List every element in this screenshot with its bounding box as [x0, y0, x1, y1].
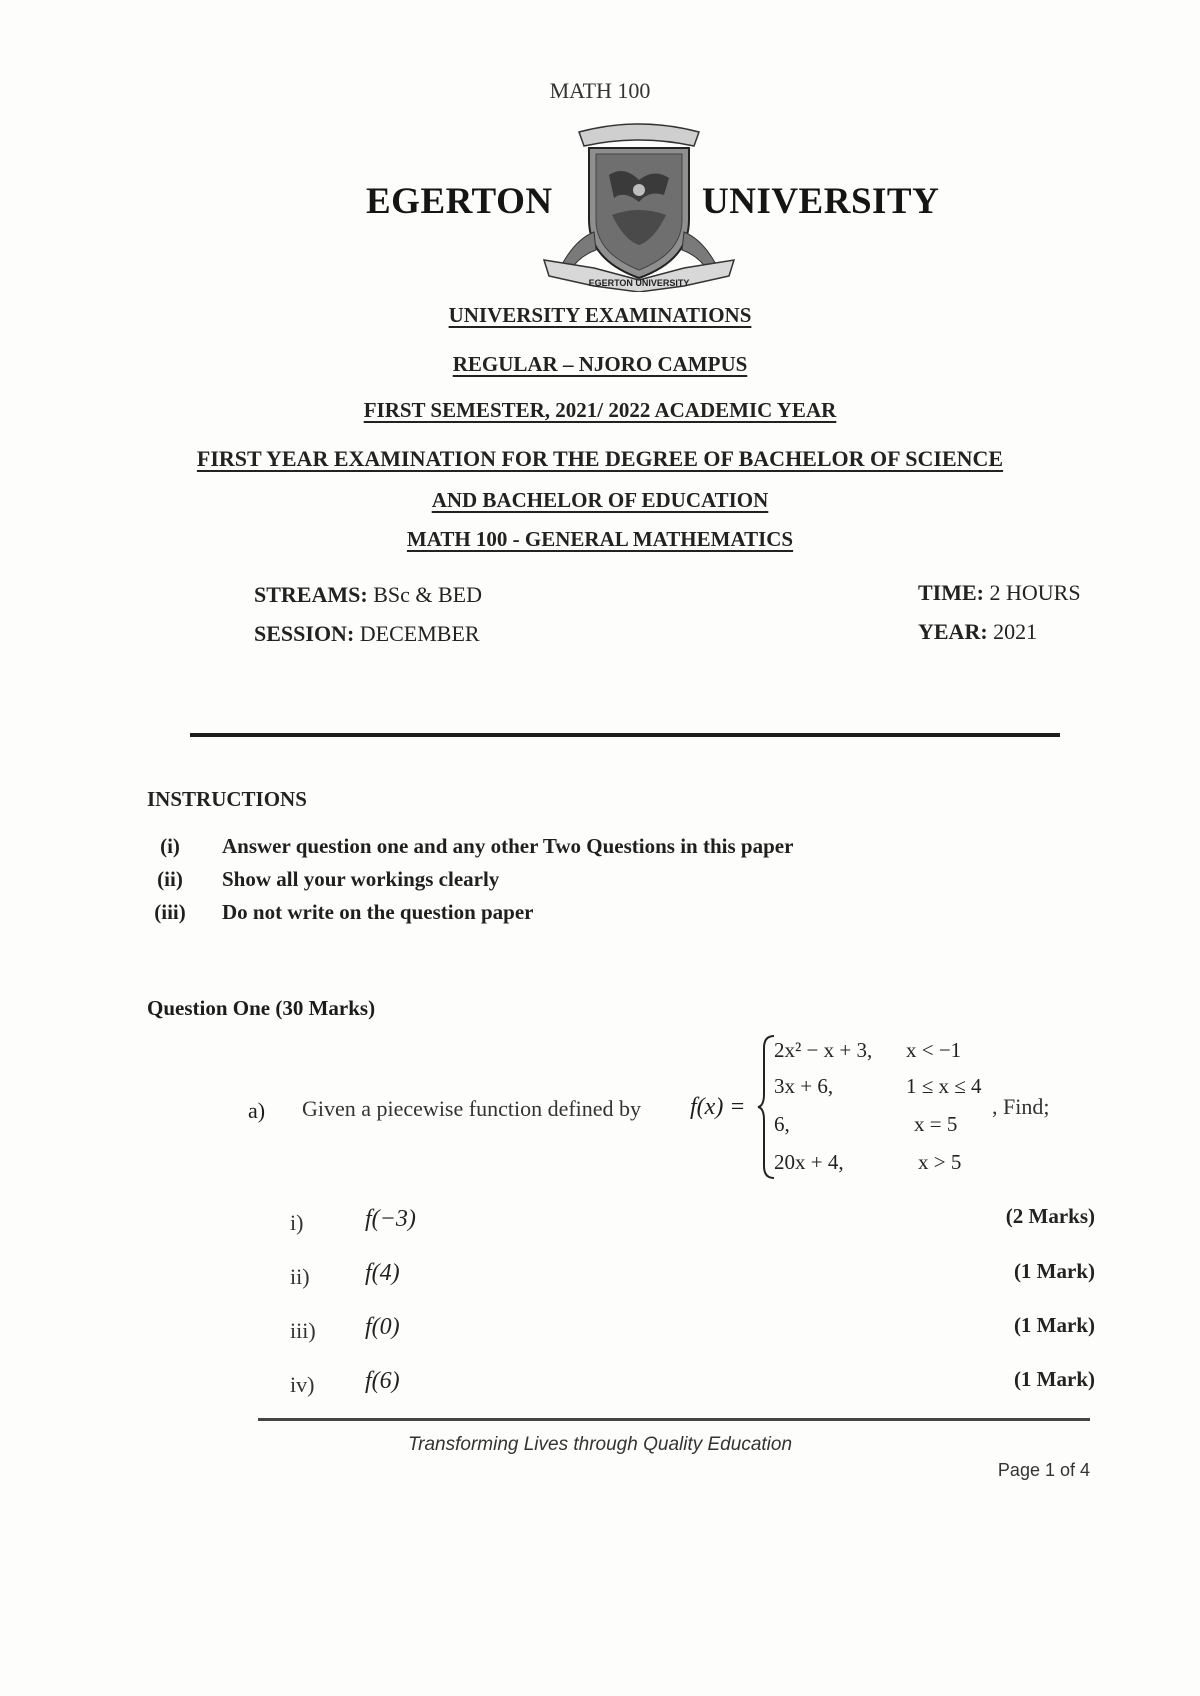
- case-condition: x < −1: [906, 1038, 962, 1062]
- piecewise-brace: [756, 1034, 776, 1180]
- exam-title-line-3: FIRST SEMESTER, 2021/ 2022 ACADEMIC YEAR: [363, 398, 837, 422]
- course-code: MATH 100: [549, 78, 651, 103]
- find-text: , Find;: [992, 1094, 1050, 1119]
- question-one-title: Question One (30 Marks): [147, 996, 376, 1020]
- case-expression: 20x + 4,: [774, 1150, 844, 1174]
- sub-question-marks: (2 Marks): [1005, 1204, 1095, 1228]
- streams-value: BSc & BED: [367, 582, 482, 607]
- sub-question-expression: f(0): [365, 1314, 400, 1340]
- year-value: 2021: [987, 619, 1038, 644]
- time-field: [918, 580, 1081, 606]
- case-condition: x = 5: [914, 1112, 958, 1136]
- streams-label: STREAMS:: [254, 582, 368, 607]
- instruction-text: Show all your workings clearly: [222, 867, 500, 891]
- sub-question-marks: (1 Mark): [1013, 1259, 1095, 1283]
- instruction-number: (iii): [154, 900, 186, 924]
- case-expression: 2x² − x + 3,: [774, 1038, 873, 1062]
- sub-question-marks: (1 Mark): [1013, 1313, 1095, 1337]
- sub-question-label: i): [290, 1210, 304, 1235]
- exam-title-line-1: UNIVERSITY EXAMINATIONS: [448, 303, 752, 327]
- instruction-text: Answer question one and any other Two Questions in this paper: [222, 834, 794, 858]
- instruction-number: (i): [160, 834, 180, 858]
- year-label: YEAR:: [918, 619, 988, 644]
- sub-question-label: iv): [290, 1372, 315, 1397]
- page-number: Page 1 of 4: [997, 1460, 1090, 1480]
- instruction-number: (ii): [157, 867, 183, 891]
- session-label: SESSION:: [254, 621, 355, 646]
- year-field: [918, 619, 1037, 645]
- part-a-label: a): [248, 1098, 266, 1123]
- exam-title-line-2: REGULAR – NJORO CAMPUS: [452, 352, 748, 376]
- exam-title-line-6: MATH 100 - GENERAL MATHEMATICS: [406, 527, 794, 551]
- crest-banner-text: EGERTON UNIVERSITY: [588, 278, 690, 288]
- case-condition: 1 ≤ x ≤ 4: [906, 1074, 982, 1098]
- sub-question-expression: f(4): [365, 1260, 400, 1286]
- exam-title-line-5: AND BACHELOR OF EDUCATION: [431, 488, 769, 512]
- sub-question-label: iii): [290, 1318, 316, 1343]
- university-crest-logo: [524, 120, 754, 292]
- case-expression: 6,: [774, 1112, 790, 1136]
- case-expression: 3x + 6,: [774, 1074, 834, 1098]
- instruction-text: Do not write on the question paper: [222, 900, 534, 924]
- instructions-title: INSTRUCTIONS: [147, 787, 307, 811]
- sub-question-expression: f(6): [365, 1368, 400, 1394]
- function-name: f(x) =: [690, 1094, 746, 1120]
- session-value: DECEMBER: [354, 621, 480, 646]
- university-name-left: EGERTON: [366, 181, 553, 222]
- footer-motto: Transforming Lives through Quality Education: [407, 1434, 793, 1455]
- session-field: [254, 621, 480, 647]
- university-name-right: UNIVERSITY: [702, 181, 940, 222]
- case-condition: x > 5: [918, 1150, 962, 1174]
- footer-divider: [258, 1418, 1090, 1421]
- time-label: TIME:: [918, 580, 984, 605]
- header-divider: [190, 733, 1060, 737]
- sub-question-expression: f(−3): [365, 1206, 416, 1232]
- sub-question-marks: (1 Mark): [1013, 1367, 1095, 1391]
- sub-question-label: ii): [290, 1264, 310, 1289]
- exam-title-line-4: FIRST YEAR EXAMINATION FOR THE DEGREE OF BACHELOR OF SCIENCE: [196, 446, 1004, 471]
- part-a-text: Given a piecewise function defined by: [302, 1096, 642, 1121]
- time-value: 2 HOURS: [984, 580, 1081, 605]
- streams-field: [254, 582, 482, 608]
